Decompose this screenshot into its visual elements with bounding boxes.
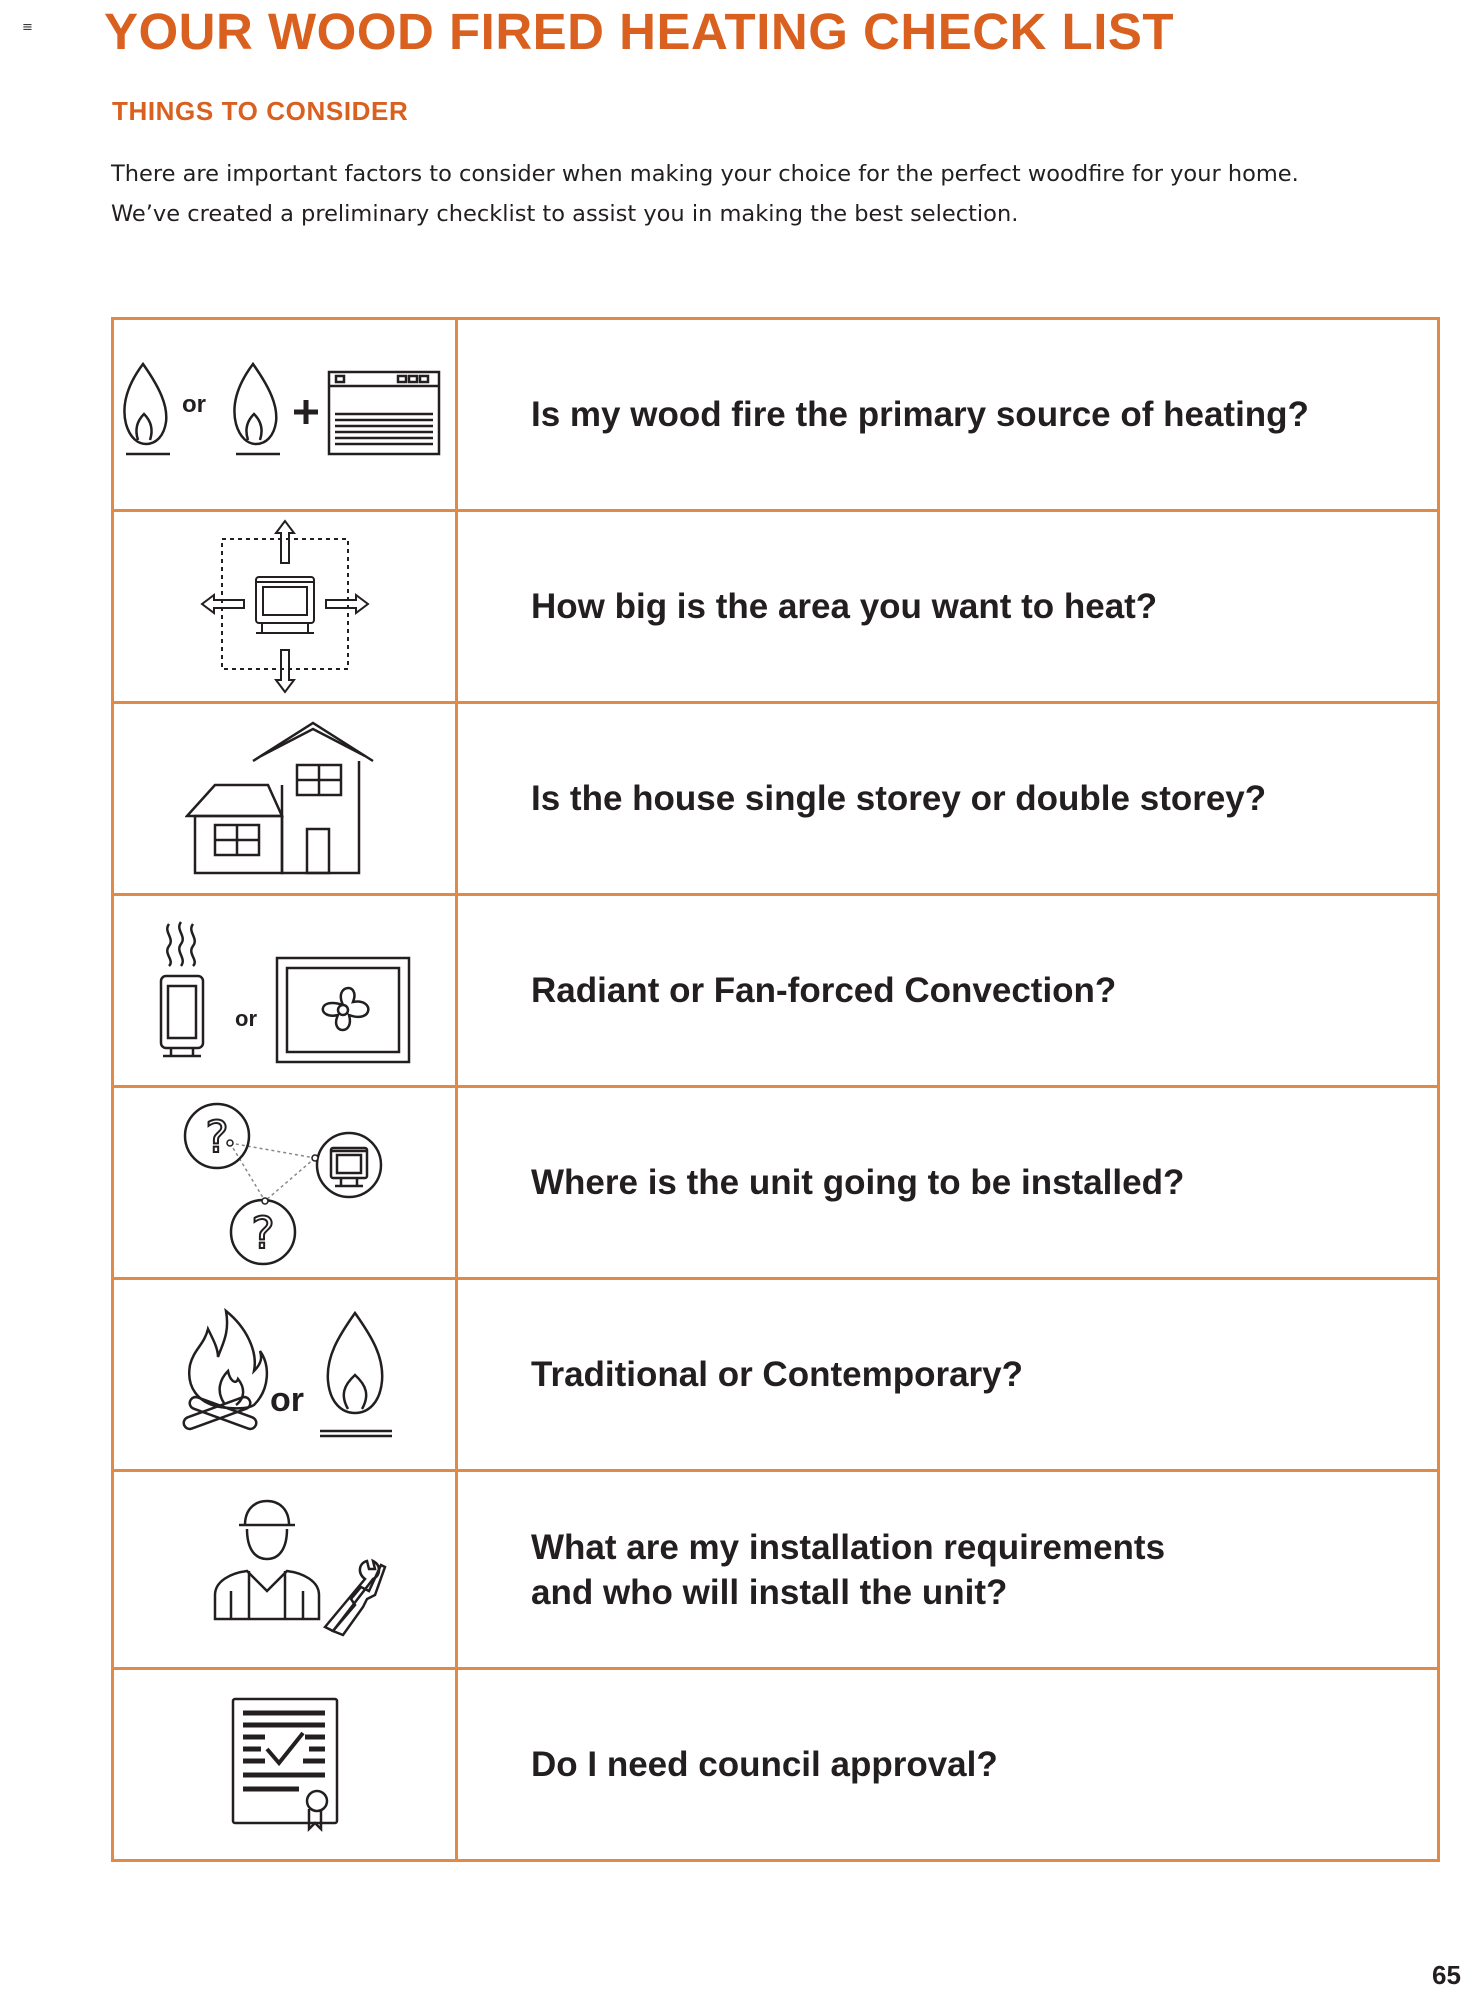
checklist-row [113, 1471, 1439, 1669]
question-line: What are my installation requirements [531, 1527, 1166, 1567]
heat-area-arrows-icon [200, 519, 370, 694]
checklist-icon-cell [113, 703, 457, 895]
flame-or-flame-plus-heater-icon [120, 360, 450, 470]
page-number: 65 [1432, 1960, 1461, 1990]
checklist-icon-cell [113, 511, 457, 703]
page-title: YOUR WOOD FIRED HEATING CHECK LIST [104, 3, 1175, 60]
intro-text [111, 154, 1371, 234]
checklist-row [113, 1087, 1439, 1279]
checklist-question: Traditional or Contemporary? [457, 1279, 1439, 1471]
corner-menu-mark: ≡ [22, 20, 33, 35]
checklist-icon-cell [113, 1279, 457, 1471]
checklist-icon-cell [113, 319, 457, 511]
checklist-row [113, 1279, 1439, 1471]
svg-text:?: ? [250, 1207, 275, 1259]
intro-line: There are important factors to consider when making your choice for the perfect woodfire for your home. [111, 161, 1299, 187]
checklist-icon-cell [113, 895, 457, 1087]
checklist-icon-cell [113, 1669, 457, 1861]
install-location-icon [175, 1098, 395, 1268]
house-storey-icon [185, 719, 385, 879]
radiant-or-fan-icon [135, 916, 435, 1066]
svg-text:?: ? [204, 1111, 229, 1163]
icon-or-label: or [269, 1380, 304, 1419]
checklist-row [113, 319, 1439, 511]
checklist-question: Is my wood fire the primary source of heating? [457, 319, 1439, 511]
icon-or-label: or [181, 390, 206, 418]
question-line: and who will install the unit? [531, 1572, 1008, 1612]
traditional-or-contemporary-flame-icon [170, 1305, 400, 1445]
installer-tools-icon [175, 1495, 395, 1645]
checklist-question: Where is the unit going to be installed? [457, 1087, 1439, 1279]
section-heading: THINGS TO CONSIDER [112, 96, 409, 126]
icon-or-label: or [234, 1005, 257, 1031]
intro-line: We’ve created a preliminary checklist to assist you in making the best selection. [111, 201, 1019, 227]
checklist-row [113, 511, 1439, 703]
checklist-question: Radiant or Fan-forced Convection? [457, 895, 1439, 1087]
checklist-question: Is the house single storey or double storey? [457, 703, 1439, 895]
checklist-row [113, 703, 1439, 895]
checklist-question: Do I need council approval? [457, 1669, 1439, 1861]
checklist-icon-cell [113, 1087, 457, 1279]
checklist-question: How big is the area you want to heat? [457, 511, 1439, 703]
checklist-row [113, 1669, 1439, 1861]
checklist-table [111, 317, 1440, 1862]
checklist-row [113, 895, 1439, 1087]
certificate-icon [225, 1695, 345, 1835]
checklist-question [457, 1471, 1439, 1669]
checklist-icon-cell [113, 1471, 457, 1669]
